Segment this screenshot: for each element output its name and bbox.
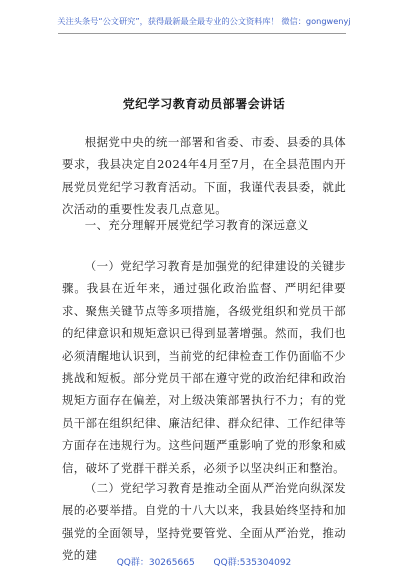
footer [0,555,408,568]
header-divider [58,33,346,34]
body-paragraph-1: （一）党纪学习教育是加强党的纪律建设的关键步骤。我县在近年来，通过强化政治监督、严明纪律要求、聚焦关键节点等多项措施，各级党组织和党员干部的纪律意识和规矩意识已得到显著增强。然而，我们也必须清醒地认识到，当前党的纪律检查工作仍面临不少挑战和短板。部分党员干部在遵守党的政治纪律和政治规矩方面存在偏差，对上级决策部署执行不力；有的党员干部在组织纪律、廉洁纪律、群众纪律、工作纪律等方面存在违规行为。这些问题严重影响了党的形象和威信，破坏了党群干群关系，必须予以坚决纠正和整治。 [62,259,346,475]
document-title: 党纪学习教育动员部署会讲话 [122,97,286,111]
body-paragraph-2: （二）党纪学习教育是推动全面从严治党向纵深发展的必要举措。自党的十八大以来，我县始终坚持和加强党的全面领导，坚持党要管党、全面从严治党，推动党的建 [62,481,346,563]
section-heading: 一、充分理解开展党纪学习教育的深远意义 [84,218,309,232]
footer-qq-group-1: QQ群：30265665 [116,558,195,568]
footer-qq-group-2: QQ群:535304092 [213,558,292,568]
header-banner: 关注头条号“公文研究”，获得最新最全最专业的公文资料库！ 微信：gongwenyj [57,16,351,26]
intro-paragraph: 根据党中央的统一部署和省委、市委、县委的具体要求，我县决定自2024年4月至7月，在全县范围内开展党员党纪学习教育活动。下面，我谨代表县委，就此次活动的重要性发表几点意见。 [62,135,346,217]
